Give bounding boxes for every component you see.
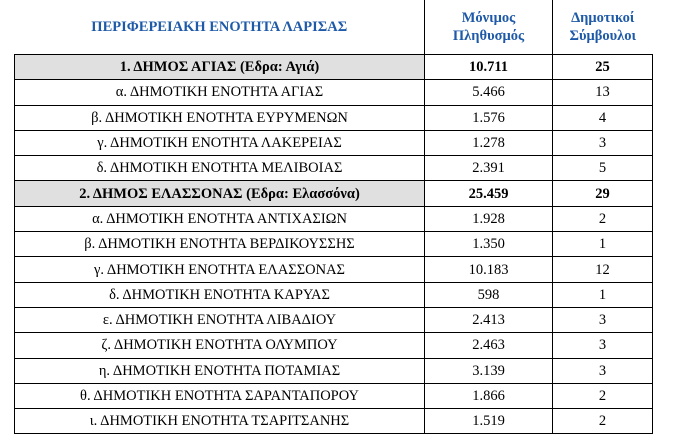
population-cell: 2.391 xyxy=(425,156,553,181)
population-header xyxy=(425,0,553,55)
councillors-cell: 3 xyxy=(553,333,653,358)
councillors-cell: 13 xyxy=(553,80,653,105)
municipal-unit-row xyxy=(15,358,653,383)
councillors-cell: 2 xyxy=(553,206,653,231)
councillors-cell: 3 xyxy=(553,307,653,332)
municipal-unit-row xyxy=(15,130,653,155)
municipal-unit-row xyxy=(15,156,653,181)
population-cell: 1.350 xyxy=(425,232,553,257)
councillors-header-line1: Δημοτικοί xyxy=(571,10,635,26)
population-cell: 25.459 xyxy=(425,181,553,206)
population-cell: 10.183 xyxy=(425,257,553,282)
name-cell: η. ΔΗΜΟΤΙΚΗ ΕΝΟΤΗΤΑ ΠΟΤΑΜΙΑΣ xyxy=(15,358,425,383)
councillors-cell: 4 xyxy=(553,105,653,130)
municipal-unit-row xyxy=(15,206,653,231)
name-cell: ε. ΔΗΜΟΤΙΚΗ ΕΝΟΤΗΤΑ ΛΙΒΑΔΙΟΥ xyxy=(15,307,425,332)
councillors-cell: 2 xyxy=(553,409,653,434)
name-cell: 1. ΔΗΜΟΣ ΑΓΙΑΣ (Εδρα: Αγιά) xyxy=(15,55,425,80)
name-cell: α. ΔΗΜΟΤΙΚΗ ΕΝΟΤΗΤΑ ΑΓΙΑΣ xyxy=(15,80,425,105)
population-cell: 598 xyxy=(425,282,553,307)
municipal-unit-row xyxy=(15,80,653,105)
councillors-cell: 2 xyxy=(553,383,653,408)
councillors-cell: 3 xyxy=(553,130,653,155)
population-cell: 3.139 xyxy=(425,358,553,383)
population-cell: 1.576 xyxy=(425,105,553,130)
population-cell: 2.413 xyxy=(425,307,553,332)
councillors-cell: 25 xyxy=(553,55,653,80)
municipalities-table xyxy=(14,0,653,434)
name-cell: δ. ΔΗΜΟΤΙΚΗ ΕΝΟΤΗΤΑ ΜΕΛΙΒΟΙΑΣ xyxy=(15,156,425,181)
name-cell: β. ΔΗΜΟΤΙΚΗ ΕΝΟΤΗΤΑ ΕΥΡΥΜΕΝΩΝ xyxy=(15,105,425,130)
councillors-cell: 29 xyxy=(553,181,653,206)
municipal-unit-row xyxy=(15,383,653,408)
name-cell: γ. ΔΗΜΟΤΙΚΗ ΕΝΟΤΗΤΑ ΛΑΚΕΡΕΙΑΣ xyxy=(15,130,425,155)
region-header xyxy=(15,0,425,55)
name-cell: γ. ΔΗΜΟΤΙΚΗ ΕΝΟΤΗΤΑ ΕΛΑΣΣΟΝΑΣ xyxy=(15,257,425,282)
population-cell: 10.711 xyxy=(425,55,553,80)
table-body xyxy=(15,55,653,434)
councillors-cell: 12 xyxy=(553,257,653,282)
population-cell: 1.866 xyxy=(425,383,553,408)
municipal-unit-row xyxy=(15,105,653,130)
name-cell: ι. ΔΗΜΟΤΙΚΗ ΕΝΟΤΗΤΑ ΤΣΑΡΙΤΣΑΝΗΣ xyxy=(15,409,425,434)
name-cell: β. ΔΗΜΟΤΙΚΗ ΕΝΟΤΗΤΑ ΒΕΡΔΙΚΟΥΣΣΗΣ xyxy=(15,232,425,257)
table-header-row xyxy=(15,0,653,55)
name-cell: α. ΔΗΜΟΤΙΚΗ ΕΝΟΤΗΤΑ ΑΝΤΙΧΑΣΙΩΝ xyxy=(15,206,425,231)
councillors-cell: 1 xyxy=(553,282,653,307)
population-header-line2: Πληθυσμός xyxy=(452,28,525,44)
population-cell: 1.928 xyxy=(425,206,553,231)
name-cell: θ. ΔΗΜΟΤΙΚΗ ΕΝΟΤΗΤΑ ΣΑΡΑΝΤΑΠΟΡΟΥ xyxy=(15,383,425,408)
name-cell: 2. ΔΗΜΟΣ ΕΛΑΣΣΟΝΑΣ (Εδρα: Ελασσόνα) xyxy=(15,181,425,206)
municipality-row xyxy=(15,181,653,206)
municipal-unit-row xyxy=(15,409,653,434)
population-cell: 5.466 xyxy=(425,80,553,105)
document-page xyxy=(14,0,653,434)
councillors-header-line2: Σύμβουλοι xyxy=(569,28,636,44)
population-cell: 1.519 xyxy=(425,409,553,434)
councillors-header xyxy=(553,0,653,55)
councillors-cell: 1 xyxy=(553,232,653,257)
municipal-unit-row xyxy=(15,232,653,257)
name-cell: ζ. ΔΗΜΟΤΙΚΗ ΕΝΟΤΗΤΑ ΟΛΥΜΠΟΥ xyxy=(15,333,425,358)
population-cell: 2.463 xyxy=(425,333,553,358)
municipal-unit-row xyxy=(15,307,653,332)
municipality-row xyxy=(15,55,653,80)
municipal-unit-row xyxy=(15,257,653,282)
name-cell: δ. ΔΗΜΟΤΙΚΗ ΕΝΟΤΗΤΑ ΚΑΡΥΑΣ xyxy=(15,282,425,307)
councillors-cell: 3 xyxy=(553,358,653,383)
population-header-line1: Μόνιμος xyxy=(461,10,516,26)
municipal-unit-row xyxy=(15,282,653,307)
region-title: ΠΕΡΙΦΕΡΕΙΑΚΗ ΕΝΟΤΗΤΑ ΛΑΡΙΣΑΣ xyxy=(91,19,348,35)
municipal-unit-row xyxy=(15,333,653,358)
population-cell: 1.278 xyxy=(425,130,553,155)
councillors-cell: 5 xyxy=(553,156,653,181)
